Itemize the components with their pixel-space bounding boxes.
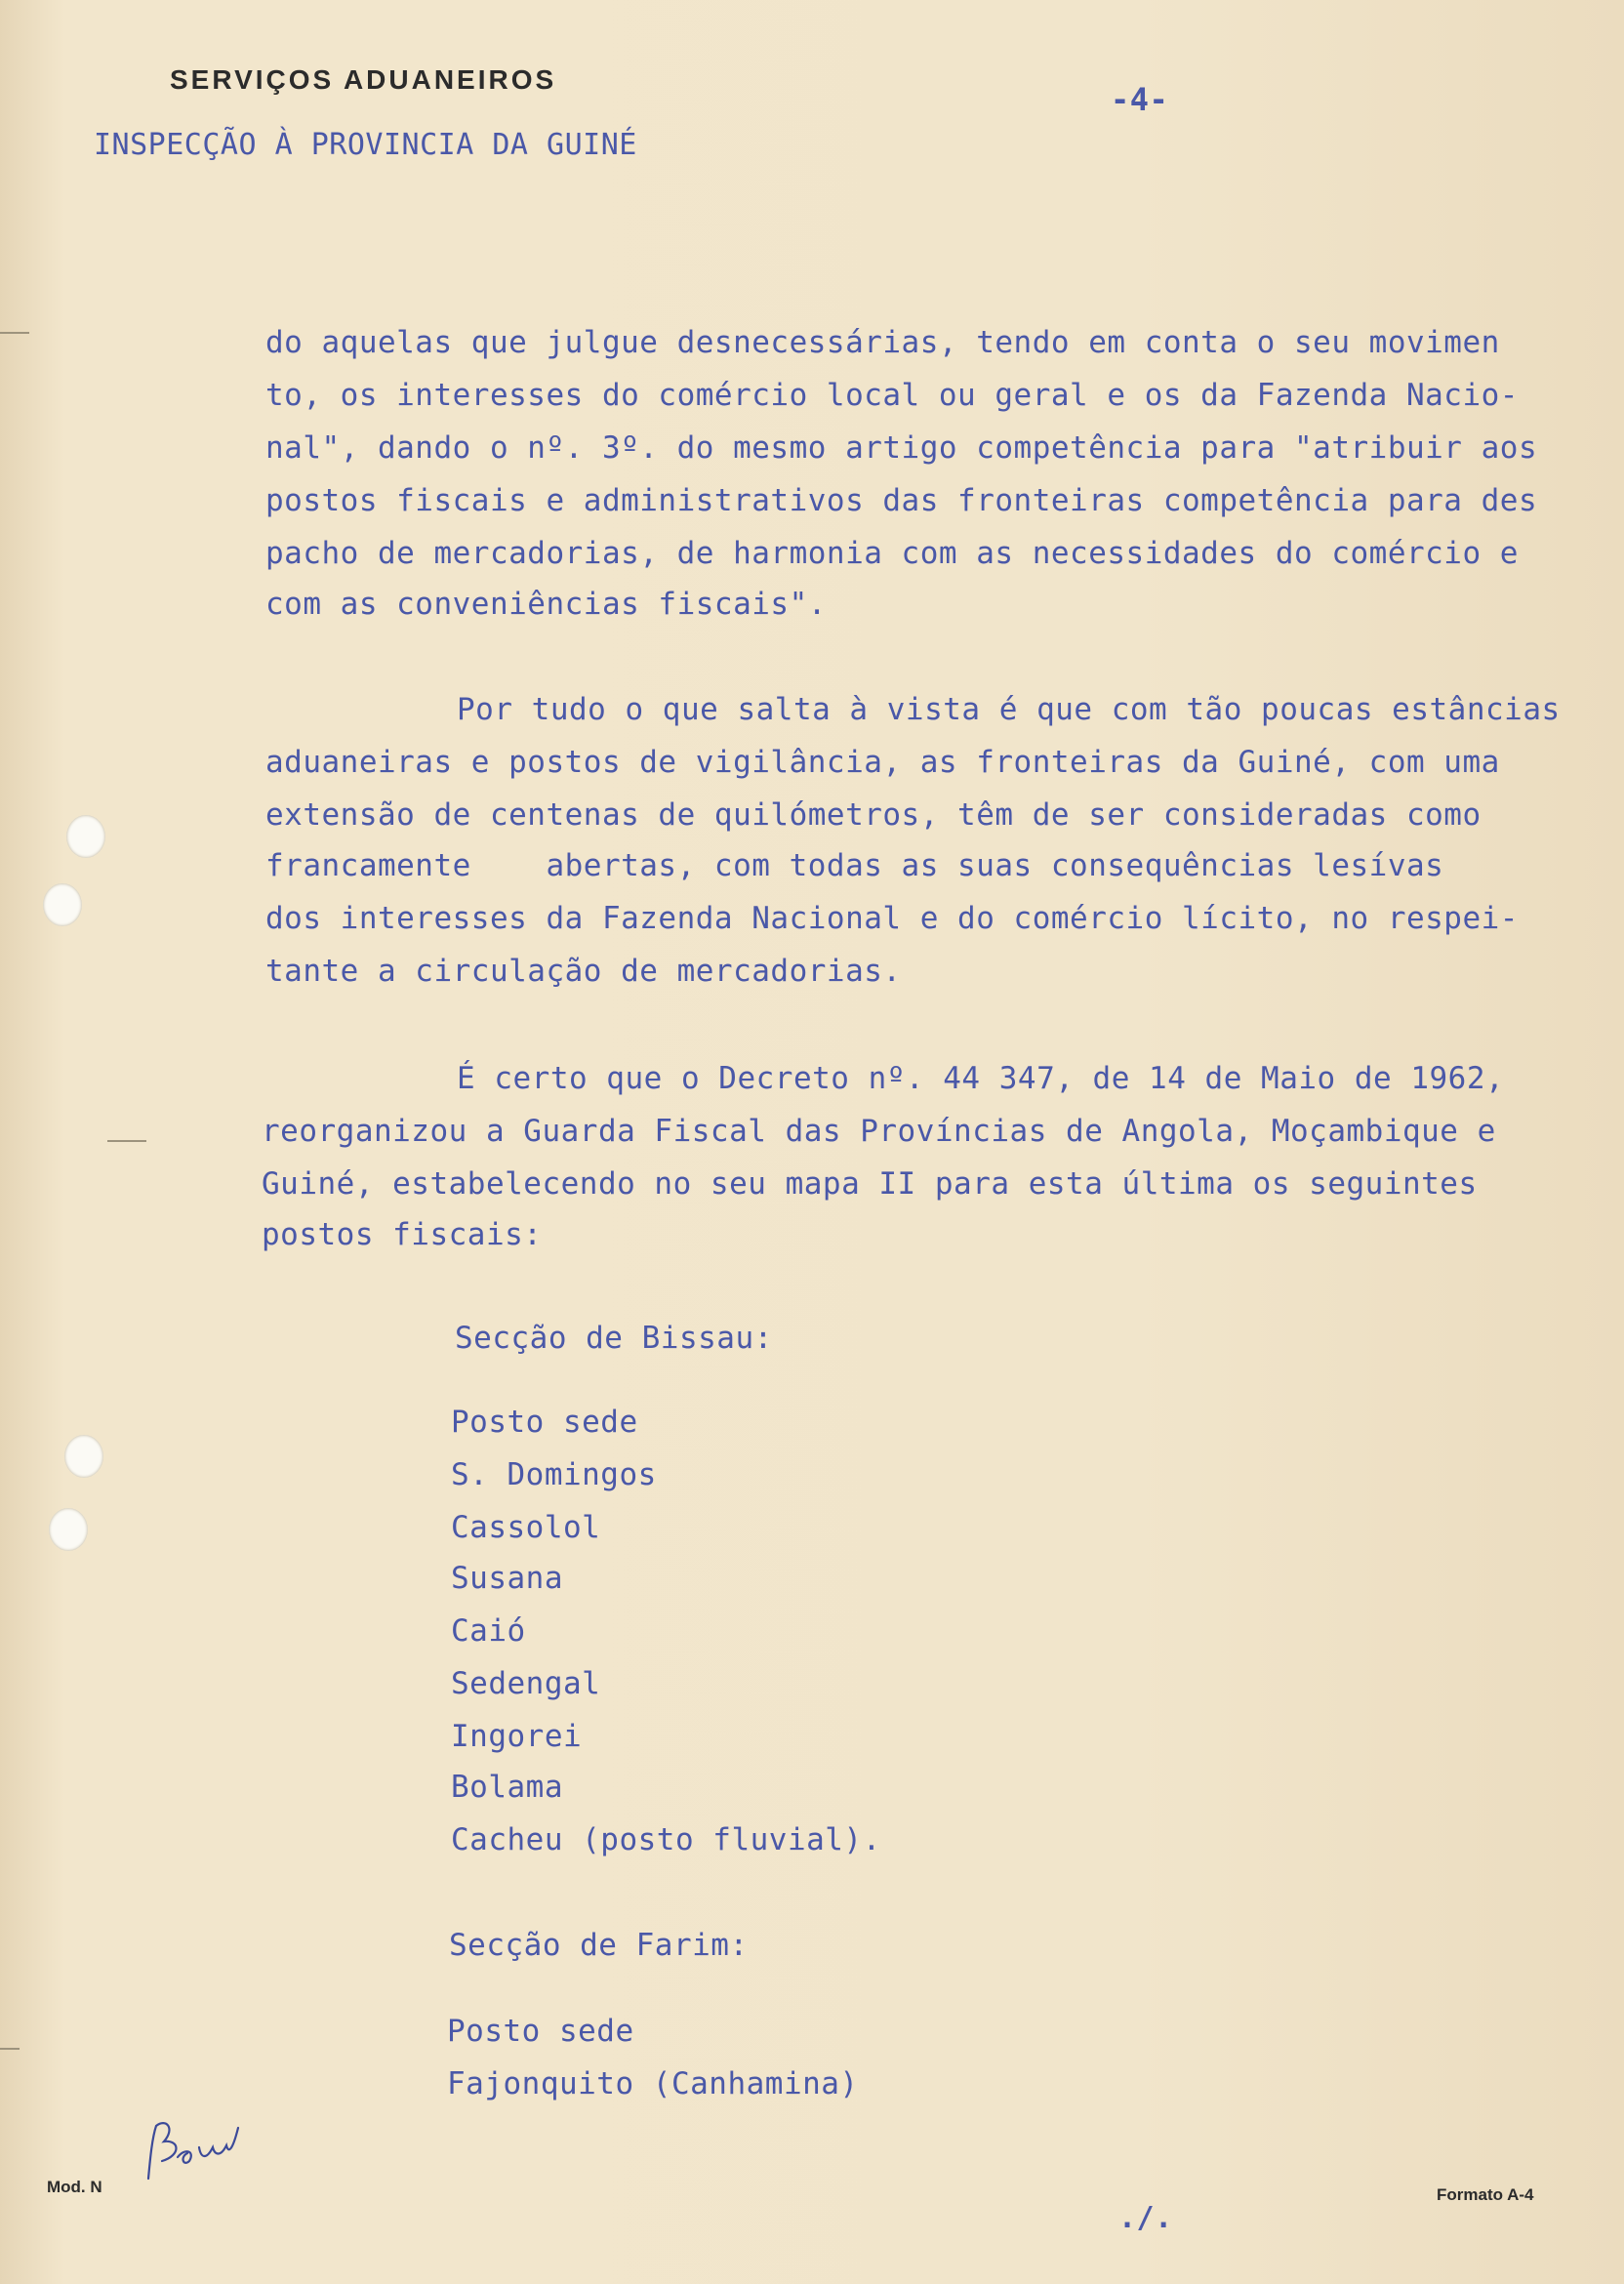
text-line: com as conveniências fiscais". (265, 587, 827, 622)
model-label: Mod. N (47, 2178, 102, 2196)
punch-hole-3 (64, 1435, 103, 1478)
text-line: pacho de mercadorias, de harmonia com as necessidades do comércio e (265, 536, 1519, 571)
letterhead-subtitle: INSPECÇÃO À PROVINCIA DA GUINÉ (94, 128, 637, 162)
text-line: aduaneiras e postos de vigilância, as fronteiras da Guiné, com uma (265, 745, 1500, 780)
page-number: -4- (1111, 81, 1169, 118)
section-title: Secção de Bissau: (455, 1321, 773, 1356)
list-item: Bolama (451, 1770, 563, 1805)
list-item: Cassolol (451, 1510, 601, 1545)
list-item: Fajonquito (Canhamina) (447, 2066, 859, 2101)
punch-hole-1 (66, 815, 105, 858)
margin-mark-2 (107, 1140, 146, 1142)
list-item: Posto sede (447, 2014, 634, 2049)
text-line: do aquelas que julgue desnecessárias, tendo em conta o seu movimen (265, 325, 1500, 360)
handwritten-initials (137, 2108, 264, 2186)
text-line: postos fiscais: (262, 1217, 543, 1252)
text-line: to, os interesses do comércio local ou geral e os da Fazenda Nacio- (265, 378, 1519, 413)
list-item: Caió (451, 1613, 526, 1649)
text-line: extensão de centenas de quilómetros, têm de ser consideradas como (265, 797, 1482, 833)
format-label: Formato A-4 (1437, 2185, 1534, 2204)
text-line: É certo que o Decreto nº. 44 347, de 14 de Maio de 1962, (457, 1061, 1505, 1096)
continuation-mark: ./. (1118, 2201, 1173, 2235)
letterhead-title: SERVIÇOS ADUANEIROS (170, 64, 557, 95)
list-item: Susana (451, 1561, 563, 1596)
list-item: Cacheu (posto fluvial). (451, 1822, 881, 1857)
text-line: Guiné, estabelecendo no seu mapa II para esta última os seguintes (262, 1166, 1478, 1202)
text-line: postos fiscais e administrativos das fronteiras competência para des (265, 483, 1538, 518)
margin-mark-3 (0, 2048, 20, 2050)
text-line: francamente abertas, com todas as suas consequências lesívas (265, 848, 1444, 883)
margin-mark-1 (0, 332, 29, 334)
text-line: dos interesses da Fazenda Nacional e do comércio lícito, no respei- (265, 901, 1519, 936)
text-line: tante a circulação de mercadorias. (265, 954, 902, 989)
text-line: Por tudo o que salta à vista é que com tão poucas estâncias (457, 692, 1561, 727)
list-item: Sedengal (451, 1666, 601, 1701)
text-line: reorganizou a Guarda Fiscal das Províncias de Angola, Moçambique e (262, 1114, 1496, 1149)
section-title: Secção de Farim: (449, 1928, 749, 1963)
text-line: nal", dando o nº. 3º. do mesmo artigo competência para "atribuir aos (265, 430, 1538, 466)
punch-hole-2 (43, 883, 82, 926)
list-item: Ingorei (451, 1719, 583, 1754)
list-item: Posto sede (451, 1405, 638, 1440)
list-item: S. Domingos (451, 1457, 657, 1492)
punch-hole-4 (49, 1508, 88, 1551)
